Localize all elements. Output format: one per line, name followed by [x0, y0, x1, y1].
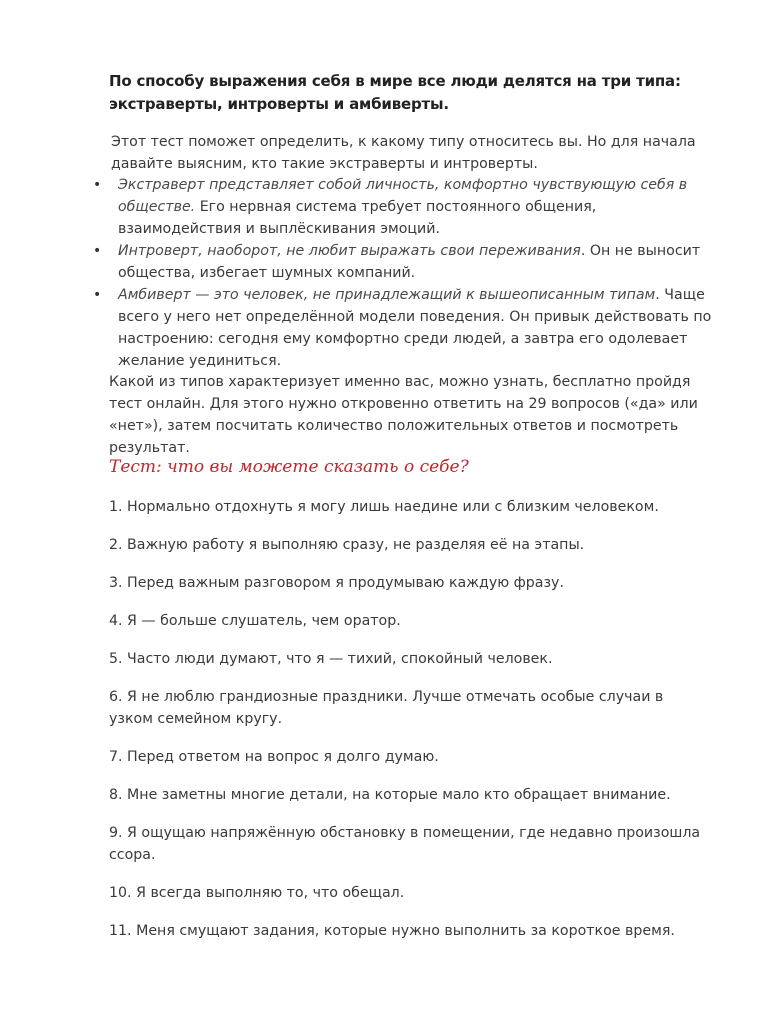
question-item: 4. Я — больше слушатель, чем оратор.	[109, 613, 401, 629]
bullet-text: . Он не выносит общества, избегает шумных компаний.	[118, 243, 701, 281]
personality-types-list	[0, 174, 768, 372]
bullet-italic-text: Амбиверт — это человек, не принадлежащий к вышеописанным типам	[118, 287, 656, 303]
question-item: 10. Я всегда выполняю то, что обещал.	[109, 885, 405, 901]
list-item-extravert	[0, 174, 718, 240]
question-item: 9. Я ощущаю напряжённую обстановку в помещении, где недавно произошла ссора.	[109, 825, 701, 863]
question-item: 2. Важную работу я выполняю сразу, не разделяя её на этапы.	[109, 537, 585, 553]
bullet-text: Его нервная система требует постоянного общения, взаимодействия и выплёскивания эмоций.	[118, 199, 597, 237]
question-item: 5. Часто люди думают, что я — тихий, спокойный человек.	[109, 651, 553, 667]
questions-list	[109, 496, 709, 958]
question-item: 6. Я не люблю грандиозные праздники. Лучше отмечать особые случаи в узком семейном кругу.	[109, 689, 664, 727]
question-item: 7. Перед ответом на вопрос я долго думаю.	[109, 749, 439, 765]
lead-paragraph: По способу выражения себя в мире все люди делятся на три типа: экстраверты, интроверты и амбиверты.	[109, 72, 681, 113]
bullet-icon: •	[93, 177, 102, 193]
question-item: 3. Перед важным разговором я продумываю каждую фразу.	[109, 575, 564, 591]
bullet-icon: •	[93, 243, 102, 259]
question-item: 8. Мне заметны многие детали, на которые мало кто обращает внимание.	[109, 787, 671, 803]
test-description-paragraph: Какой из типов характеризует именно вас, можно узнать, бесплатно пройдя тест онлайн. Для этого нужно откровенно ответить на 29 вопросов («да» или «нет»), затем посчитать количество положительных ответов и посмотреть результат.	[109, 374, 698, 456]
bullet-italic-text: Экстраверт представляет собой личность, комфортно чувствующую себя в обществе.	[118, 177, 688, 215]
list-item-ambivert	[0, 284, 718, 372]
intro-paragraph: Этот тест поможет определить, к какому типу относитесь вы. Но для начала давайте выясним, кто такие экстраверты и интроверты.	[111, 134, 696, 172]
bullet-text: . Чаще всего у него нет определённой модели поведения. Он привык действовать по настроению: сегодня ему комфортно среди людей, а завтра его одолевает желание уединиться.	[118, 287, 712, 369]
question-item: 11. Меня смущают задания, которые нужно выполнить за короткое время.	[109, 923, 675, 939]
list-item-introvert	[0, 240, 718, 284]
bullet-icon: •	[93, 287, 102, 303]
test-heading: Тест: что вы можете сказать о себе?	[109, 457, 469, 477]
bullet-italic-text: Интроверт, наоборот, не любит выражать свои переживания	[118, 243, 581, 259]
question-item: 1. Нормально отдохнуть я могу лишь наедине или с близким человеком.	[109, 499, 659, 515]
